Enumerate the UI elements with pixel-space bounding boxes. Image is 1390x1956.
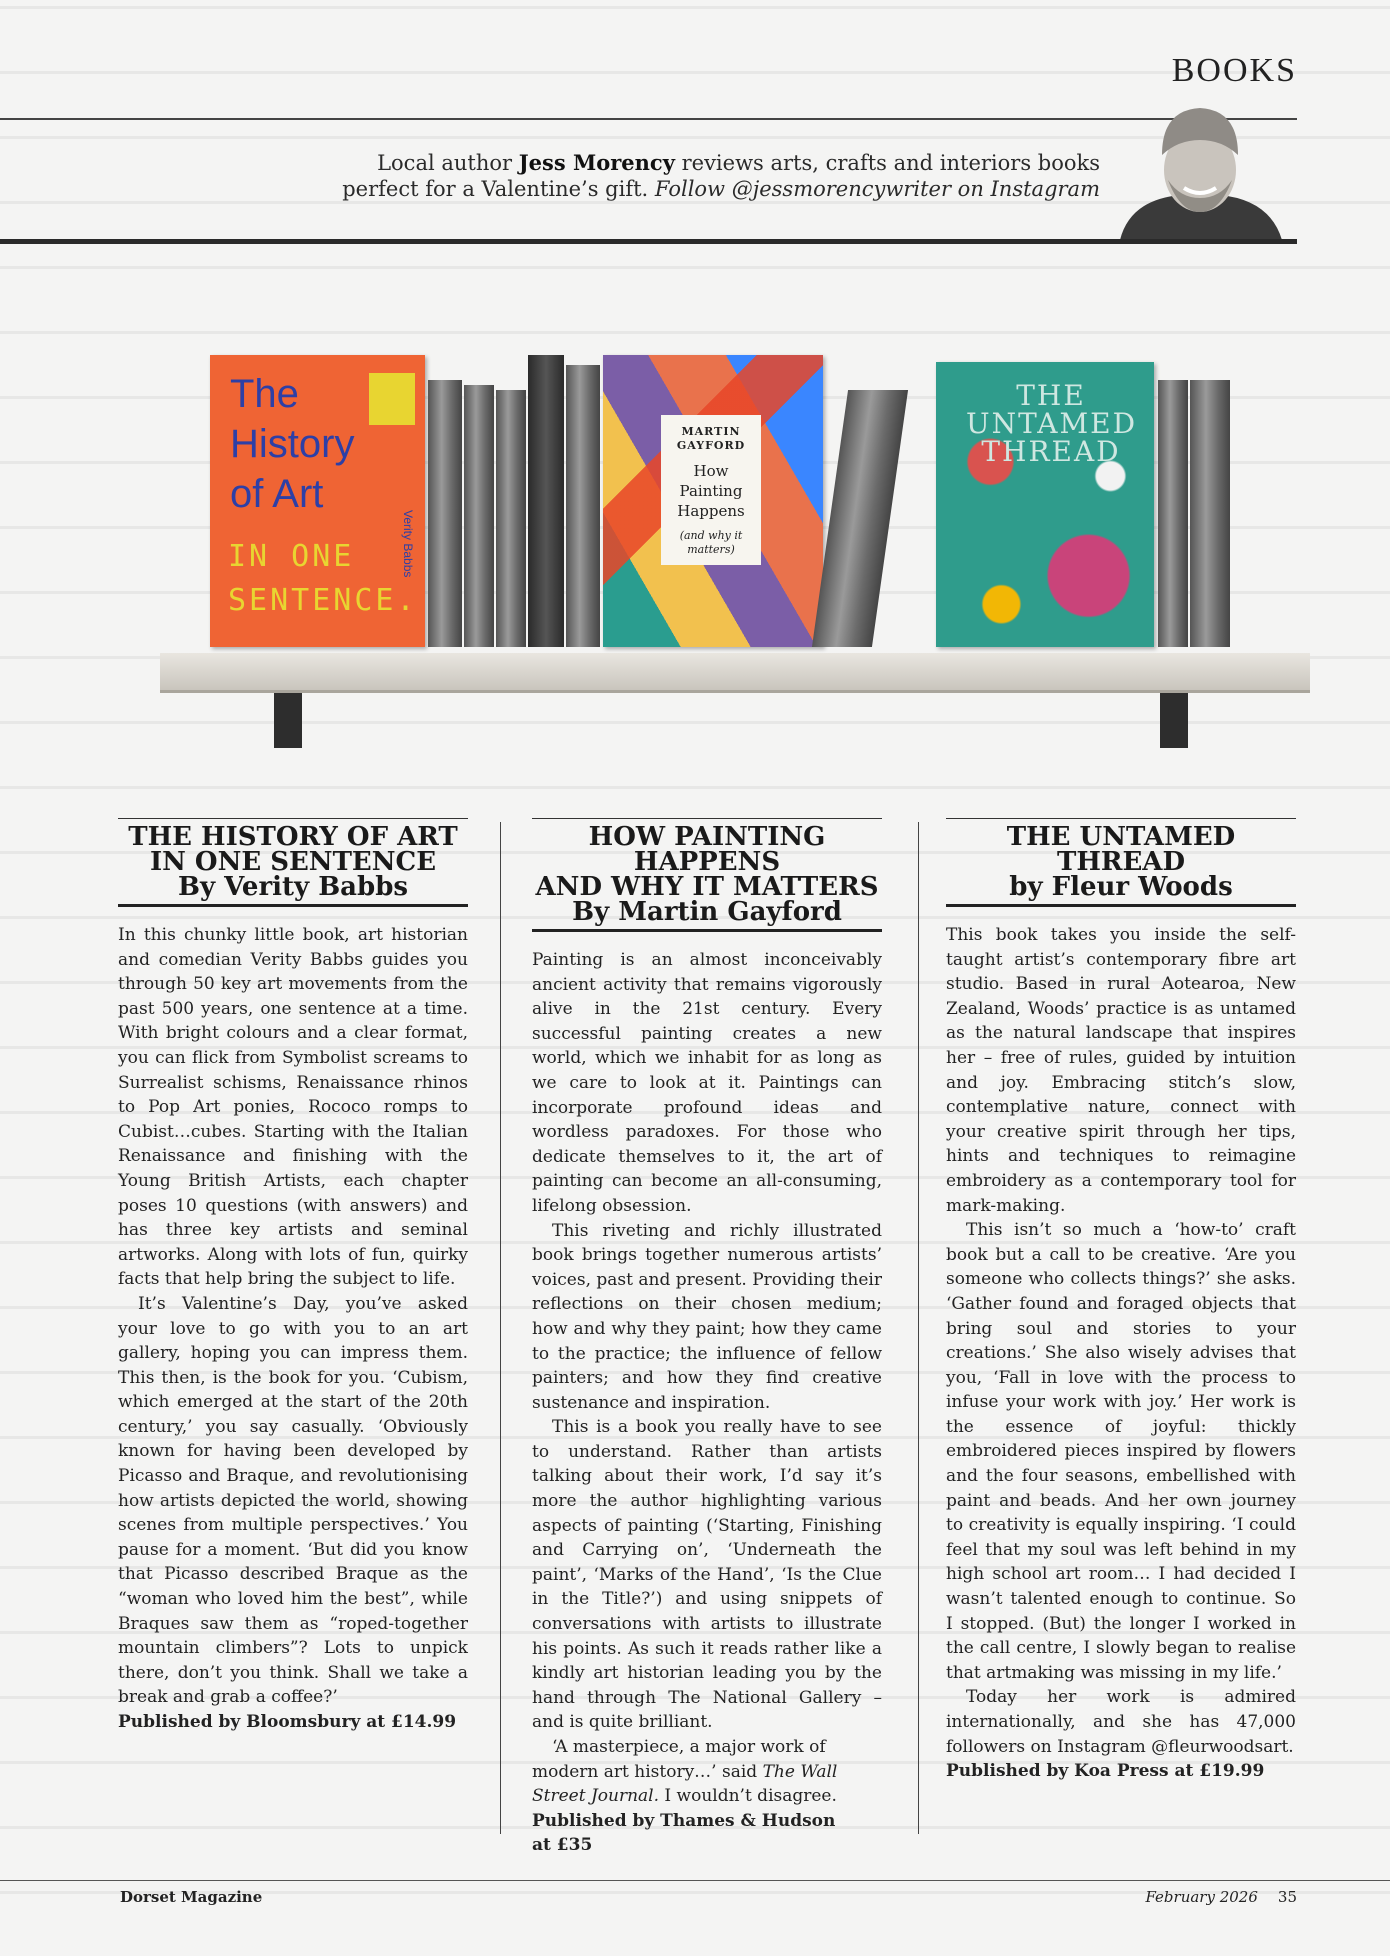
book-spine bbox=[496, 390, 526, 647]
intro-prefix: Local author bbox=[377, 151, 519, 175]
cover2-title-line: Painting bbox=[679, 482, 743, 500]
magazine-name: Dorset Magazine bbox=[120, 1888, 263, 1906]
heading-line: AND WHY IT MATTERS bbox=[535, 872, 879, 902]
bookshelf-illustration bbox=[150, 350, 1310, 750]
header-rule bbox=[0, 118, 1297, 120]
cover1-subtitle bbox=[228, 535, 418, 623]
publisher-line-2: at £35 bbox=[532, 1835, 593, 1856]
cover1-title-line: of Art bbox=[230, 472, 324, 516]
heading-line: THE UNTAMED THREAD bbox=[1006, 822, 1236, 877]
heading-rule-top bbox=[946, 818, 1296, 819]
heading-rule-bottom bbox=[532, 929, 882, 932]
author-photo bbox=[1110, 100, 1290, 240]
cover2-title-line: Happens bbox=[677, 502, 745, 520]
page-number: 35 bbox=[1277, 1888, 1297, 1906]
cover1-subtitle-line: SENTENCE. bbox=[228, 583, 418, 618]
heading-rule-bottom bbox=[946, 904, 1296, 907]
quote-source: The Wall Street Journal. bbox=[532, 1761, 838, 1807]
cover3-title-line: THE bbox=[1016, 379, 1086, 412]
heading-line: By Verity Babbs bbox=[177, 872, 409, 902]
review-paragraph: Today her work is admired internationally, and she has 47,000 followers on Instagram @fleurwoodsart. bbox=[946, 1687, 1296, 1757]
review-history-of-art bbox=[118, 818, 468, 1735]
review-untamed-thread bbox=[946, 818, 1296, 1784]
book-spine bbox=[528, 355, 564, 647]
review-how-painting-happens bbox=[532, 818, 882, 1858]
shelf-bracket-right bbox=[1160, 693, 1188, 748]
review-paragraph: This riveting and richly illustrated book brings together numerous artists’ voices, past and present. Providing their reflections on their chosen medium; how and why they paint; how they came to the practice; the influence of fellow painters; and how they find creative sustenance and inspiration. bbox=[532, 1220, 882, 1413]
review-paragraph: This book takes you inside the self-taught artist’s contemporary fibre art studio. Based in rural Aotearoa, New Zealand, Woods’ practice is as untamed as the natural landscape that inspires her – free of rules, guided by intuition and joy. Embracing stitch’s slow, contemplative nature, connect with your creative spirit through her tips, hints and techniques to reimagine embroidery as a contemporary tool for mark-making. bbox=[946, 925, 1296, 1216]
cover2-subtitle: (and why it matters) bbox=[679, 529, 743, 556]
cover1-title-line: The bbox=[230, 372, 299, 416]
book-spine bbox=[428, 380, 462, 647]
cover1-subtitle-line: IN ONE bbox=[228, 539, 355, 574]
heading-rule-bottom bbox=[118, 904, 468, 907]
review-heading bbox=[118, 822, 468, 902]
untamed-thread-cover bbox=[936, 362, 1154, 647]
review-heading bbox=[946, 822, 1296, 902]
publisher-line-1: Published by Thames & Hudson bbox=[532, 1810, 836, 1831]
cover2-title-plate bbox=[661, 415, 761, 565]
shelf-board bbox=[160, 653, 1310, 693]
column-divider bbox=[918, 822, 919, 1834]
cover1-title-line: History bbox=[230, 422, 355, 466]
heading-line: HOW PAINTING HAPPENS bbox=[588, 822, 826, 877]
heading-line: IN ONE SENTENCE bbox=[149, 847, 437, 877]
cover1-title bbox=[230, 369, 380, 519]
intro-blurb bbox=[330, 150, 1100, 202]
column-divider bbox=[500, 822, 501, 1834]
footer-right bbox=[1145, 1888, 1297, 1906]
book-spine bbox=[1190, 380, 1230, 647]
review-paragraph: This is a book you really have to see to understand. Rather than artists talking about their work, I’d say it’s more the author highlighting various aspects of painting (‘Starting, Finishing and Carrying on’, ‘Underneath the paint’, ‘Marks of the Hand’, ‘Is the Clue in the Title?’) and using snippets of conversations with artists to illustrate his points. As such it reads rather like a kindly art historian leading you by the hand through The National Gallery – and is quite brilliant. bbox=[532, 1417, 882, 1733]
cover1-author: Verity Babbs bbox=[401, 510, 415, 578]
header-thick-rule bbox=[0, 239, 1297, 244]
heading-line: By Martin Gayford bbox=[572, 897, 842, 927]
cover3-title-line: UNTAMED bbox=[966, 407, 1138, 440]
heading-rule-top bbox=[532, 818, 882, 819]
publisher-line bbox=[532, 1809, 882, 1858]
cover3-title-line: THREAD bbox=[981, 435, 1121, 468]
book-spine bbox=[812, 390, 908, 647]
heading-line: by Fleur Woods bbox=[1009, 872, 1233, 902]
section-label: BOOKS bbox=[1171, 52, 1297, 89]
cover2-author: MARTIN GAYFORD bbox=[676, 425, 746, 452]
heading-rule-top bbox=[118, 818, 468, 819]
heading-line: THE HISTORY OF ART bbox=[128, 822, 458, 852]
publisher-line: Published by Bloomsbury at £14.99 bbox=[118, 1712, 457, 1732]
history-of-art-cover bbox=[210, 355, 425, 647]
review-paragraph: In this chunky little book, art historian and comedian Verity Babbs guides you through 50 key art movements from the past 500 years, one sentence at a time. With bright colours and a clear format, you can flick from Symbolist screams to Surrealist schisms, Renaissance rhinos to Pop Art ponies, Rococo romps to Cubist…cubes. Starting with the Italian Renaissance and finishing with the Young British Artists, each chapter poses 10 questions (with answers) and has three key artists and seminal artworks. Along with lots of fun, quirky facts that help bring the subject to life. bbox=[118, 925, 468, 1290]
review-paragraph: It’s Valentine’s Day, you’ve asked your love to go with you to an art gallery, hoping you can impress them. This then, is the book for you. ‘Cubism, which emerged at the start of the 20th century,’ you say casually. ‘Obviously known for having been developed by Picasso and Braque, and revolutionising how artists depicted the world, showing scenes from multiple perspectives.’ You pause for a moment. ‘But did you know that Picasso described Braque as the “woman who loved him the best”, while Braques saw them as “roped-together mountain climbers”? Lots to unpick there, don’t you think. Shall we take a break and grab a coffee?’ bbox=[118, 1293, 468, 1708]
book-spine bbox=[566, 365, 600, 647]
review-paragraph: This isn’t so much a ‘how-to’ craft book but a call to be creative. ‘Are you someone who collects things?’ she asks. ‘Gather found and foraged objects that bring soul and stories to your creations.’ She also wisely advises that you, ‘Fall in love with the process to infuse your work with joy.’ Her work is the essence of joyful: thickly embroidered pieces inspired by flowers and the four seasons, embellished with paint and beads. And her own journey to creativity is equally inspiring. ‘I could feel that my soul was left behind in my high school art room… I had decided I wasn’t talented enough to continue. So I stopped. (But) the longer I worked in the call centre, I slowly began to realise that artmaking was missing in my life.’ bbox=[946, 1220, 1296, 1683]
book-spine bbox=[1158, 380, 1188, 647]
footer-rule bbox=[0, 1880, 1390, 1881]
cover1-sticker bbox=[369, 373, 415, 425]
book-spine bbox=[464, 385, 494, 647]
intro-middle: reviews arts, crafts and interiors books perfect for a Valentine’s gift. bbox=[342, 151, 1100, 201]
how-painting-happens-cover bbox=[603, 355, 823, 647]
cover2-title-line: How bbox=[693, 462, 729, 480]
review-heading bbox=[532, 822, 882, 927]
shelf-bracket-left bbox=[274, 693, 302, 748]
intro-author: Jess Morency bbox=[518, 150, 675, 175]
review-quote-paragraph bbox=[532, 1735, 882, 1809]
cover2-title bbox=[661, 461, 761, 521]
quote-suffix: I wouldn’t disagree. bbox=[659, 1786, 837, 1807]
intro-follow: Follow @jessmorencywriter on Instagram bbox=[654, 177, 1100, 201]
cover3-title bbox=[966, 379, 1138, 468]
review-paragraph: Painting is an almost inconceivably ancient activity that remains vigorously alive in the 21st century. Every successful painting creates a new world, which we inhabit for as long as we care to look at it. Paintings can incorporate profound ideas and wordless paradoxes. For those who dedicate themselves to it, the art of painting can become an all-consuming, lifelong obsession. bbox=[532, 950, 882, 1216]
publisher-line: Published by Koa Press at £19.99 bbox=[946, 1761, 1265, 1782]
issue-date: February 2026 bbox=[1145, 1888, 1258, 1906]
quote-text: ‘A masterpiece, a major work of modern art history…’ said bbox=[532, 1737, 826, 1782]
